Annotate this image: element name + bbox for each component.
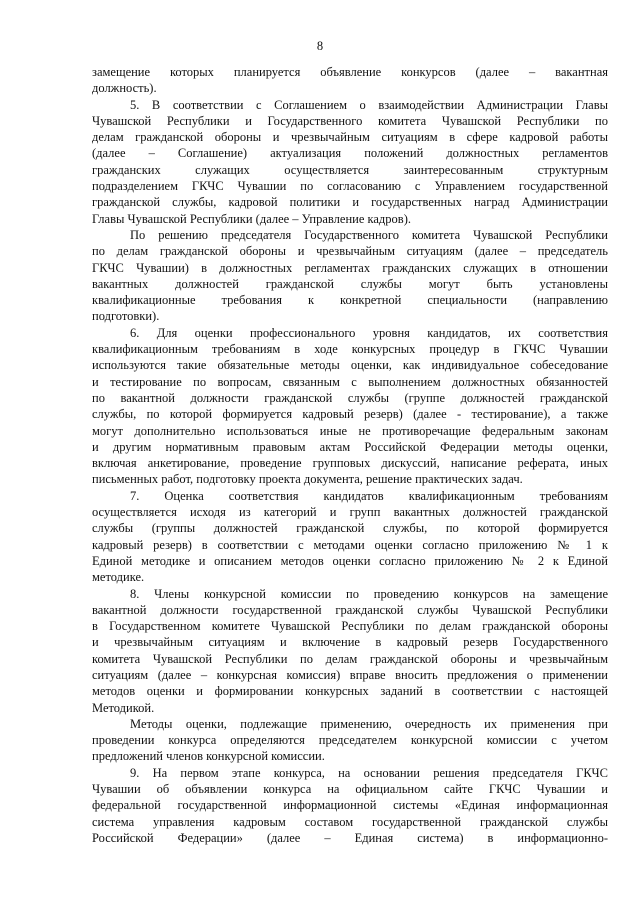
text-line: могут дополнительно использоваться иные не противоречащие федеральным законам [92, 423, 608, 438]
text-line: должность). [92, 81, 157, 96]
text-line: комитета Чувашской Республики по делам гражданской обороны и чрезвычайным [92, 651, 608, 666]
paragraph [92, 716, 608, 765]
paragraph [92, 765, 608, 846]
text-line: По решению председателя Государственного комитета Чувашской Республики [130, 227, 608, 242]
text-line: и чрезвычайным ситуациям и включение в кадровый резерв Государственного [92, 635, 608, 650]
text-line: по вакантной должности гражданской службы (группе должностей гражданской [92, 390, 608, 405]
text-line: квалификационным требованиям в ходе конкурсных процедур в ГКЧС Чувашии [92, 342, 608, 357]
text-line: гражданской службы, кадровой политики и государственных наград Администрации [92, 195, 608, 210]
text-line: квалификационные требования к конкретной специальности (направлению [92, 293, 608, 308]
text-line: и тестирование по вопросам, связанным с выполнением должностных обязанностей [92, 374, 608, 389]
text-line: федеральной государственной информационной системы «Единая информационная [92, 798, 608, 813]
text-line: методике. [92, 570, 145, 585]
text-line: осуществляется исходя из категорий и групп вакантных должностей гражданской [92, 505, 608, 520]
text-line: Чувашии об объявлении конкурса на официальном сайте ГКЧС Чувашии и [92, 782, 608, 797]
text-line: используются такие обязательные методы оценки, как индивидуальное собеседование [92, 358, 608, 373]
text-line: вакантной должности государственной гражданской службы Чувашской Республики [92, 602, 608, 617]
paragraph [92, 325, 608, 488]
text-line: гражданских служащих осуществляется заинтересованным структурным [92, 162, 608, 177]
text-line: 9. На первом этапе конкурса, на основании решения председателя ГКЧС [130, 765, 608, 780]
text-line: вакантных должностей гражданской службы могут быть установлены [92, 276, 608, 291]
document-body [92, 64, 608, 846]
text-line: 8. Члены конкурсной комиссии по проведению конкурсов на замещение [130, 586, 608, 601]
text-line: делам гражданской обороны и чрезвычайным ситуациям в сфере кадровой работы [92, 130, 608, 145]
text-line: предложений членов конкурсной комиссии. [92, 749, 325, 764]
text-line: Чувашской Республики и Государственного комитета Чувашской Республики по [92, 113, 608, 128]
paragraph [92, 488, 608, 586]
text-line: кадровый резерв) в соответствии с методами оценки согласно приложению № 1 к [92, 537, 608, 552]
paragraph [92, 64, 608, 97]
text-line: включая анкетирование, проведение групповых дискуссий, написание реферата, иных [92, 456, 608, 471]
text-line: ГКЧС Чувашии) в должностных регламентах гражданских служащих в отношении [92, 260, 608, 275]
text-line: письменных работ, подготовку проекта документа, решение практических задач. [92, 472, 523, 487]
text-line: Единой методике и описанием методов оценки согласно приложению № 2 к Единой [92, 553, 608, 568]
text-line: в Государственном комитете Чувашской Республики по делам гражданской обороны [92, 619, 608, 634]
text-line: система управления кадровым составом государственной гражданской службы [92, 814, 608, 829]
text-line: службы (группы должностей гражданской службы, по которой формируется [92, 521, 608, 536]
paragraph [92, 227, 608, 325]
page-number: 8 [316, 39, 324, 53]
text-line: подразделением ГКЧС Чувашии по согласованию с Управлением государственной [92, 179, 608, 194]
text-line: замещение которых планируется объявление конкурсов (далее – вакантная [92, 65, 608, 79]
text-line: 7. Оценка соответствия кандидатов квалификационным требованиям [130, 488, 608, 503]
text-line: Российской Федерации» (далее – Единая система) в информационно- [92, 830, 608, 845]
text-line: (далее – Соглашение) актуализация положений должностных регламентов [92, 146, 608, 161]
text-line: ситуациям (далее – конкурсная комиссия) вправе вносить предложения о применении [92, 667, 608, 682]
text-line: подготовки). [92, 309, 160, 324]
text-line: 6. Для оценки профессионального уровня кандидатов, их соответствия [130, 325, 608, 340]
text-line: Главы Чувашской Республики (далее – Управление кадров). [92, 211, 411, 226]
text-line: проведении конкурса определяются председателем конкурсной комиссии с учетом [92, 733, 608, 748]
text-line: и другим нормативным правовым актам Российской Федерации методы оценки, [92, 439, 608, 454]
text-line: методов оценки и формировании конкурсных заданий в соответствии с настоящей [92, 684, 608, 699]
text-line: службы, по которой формируется кадровый резерв) (далее - тестирование), а также [92, 407, 608, 422]
paragraph [92, 97, 608, 227]
text-line: Методикой. [92, 700, 155, 715]
text-line: Методы оценки, подлежащие применению, очередность их применения при [130, 716, 608, 731]
text-line: 5. В соответствии с Соглашением о взаимодействии Администрации Главы [130, 97, 608, 112]
text-line: по делам гражданской обороны и чрезвычайным ситуациям (далее – председатель [92, 244, 608, 259]
paragraph [92, 586, 608, 716]
